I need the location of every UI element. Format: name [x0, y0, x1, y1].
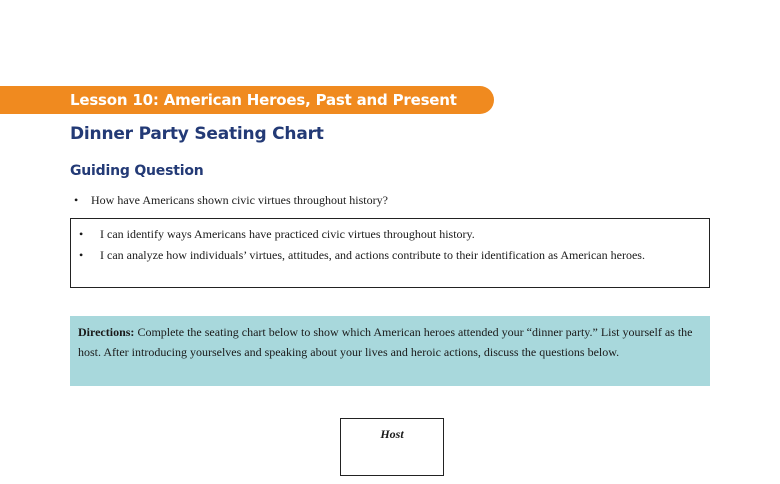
page-title: Dinner Party Seating Chart — [70, 124, 324, 144]
objective-item: • I can analyze how individuals’ virtues, attitudes, and actions contribute to their identification as American heroes. — [75, 245, 699, 266]
learning-objectives-box — [70, 218, 710, 288]
guiding-question-list — [70, 190, 710, 210]
objective-item: • I can identify ways Americans have practiced civic virtues throughout history. — [75, 224, 699, 245]
directions-text: Complete the seating chart below to show which American heroes attended your “dinner party.” List yourself as the host. After introducing yourselves and speaking about your lives and heroic actions, discuss the questions below. — [78, 325, 693, 359]
lesson-banner — [0, 86, 494, 114]
directions-label: Directions: — [78, 325, 135, 339]
guiding-question-item: • How have Americans shown civic virtues throughout history? — [70, 190, 710, 210]
directions-box — [70, 316, 710, 386]
host-seat-box[interactable] — [340, 418, 444, 476]
guiding-question-heading: Guiding Question — [70, 163, 204, 179]
lesson-title: Lesson 10: American Heroes, Past and Present — [70, 91, 457, 109]
host-label: Host — [380, 427, 404, 441]
